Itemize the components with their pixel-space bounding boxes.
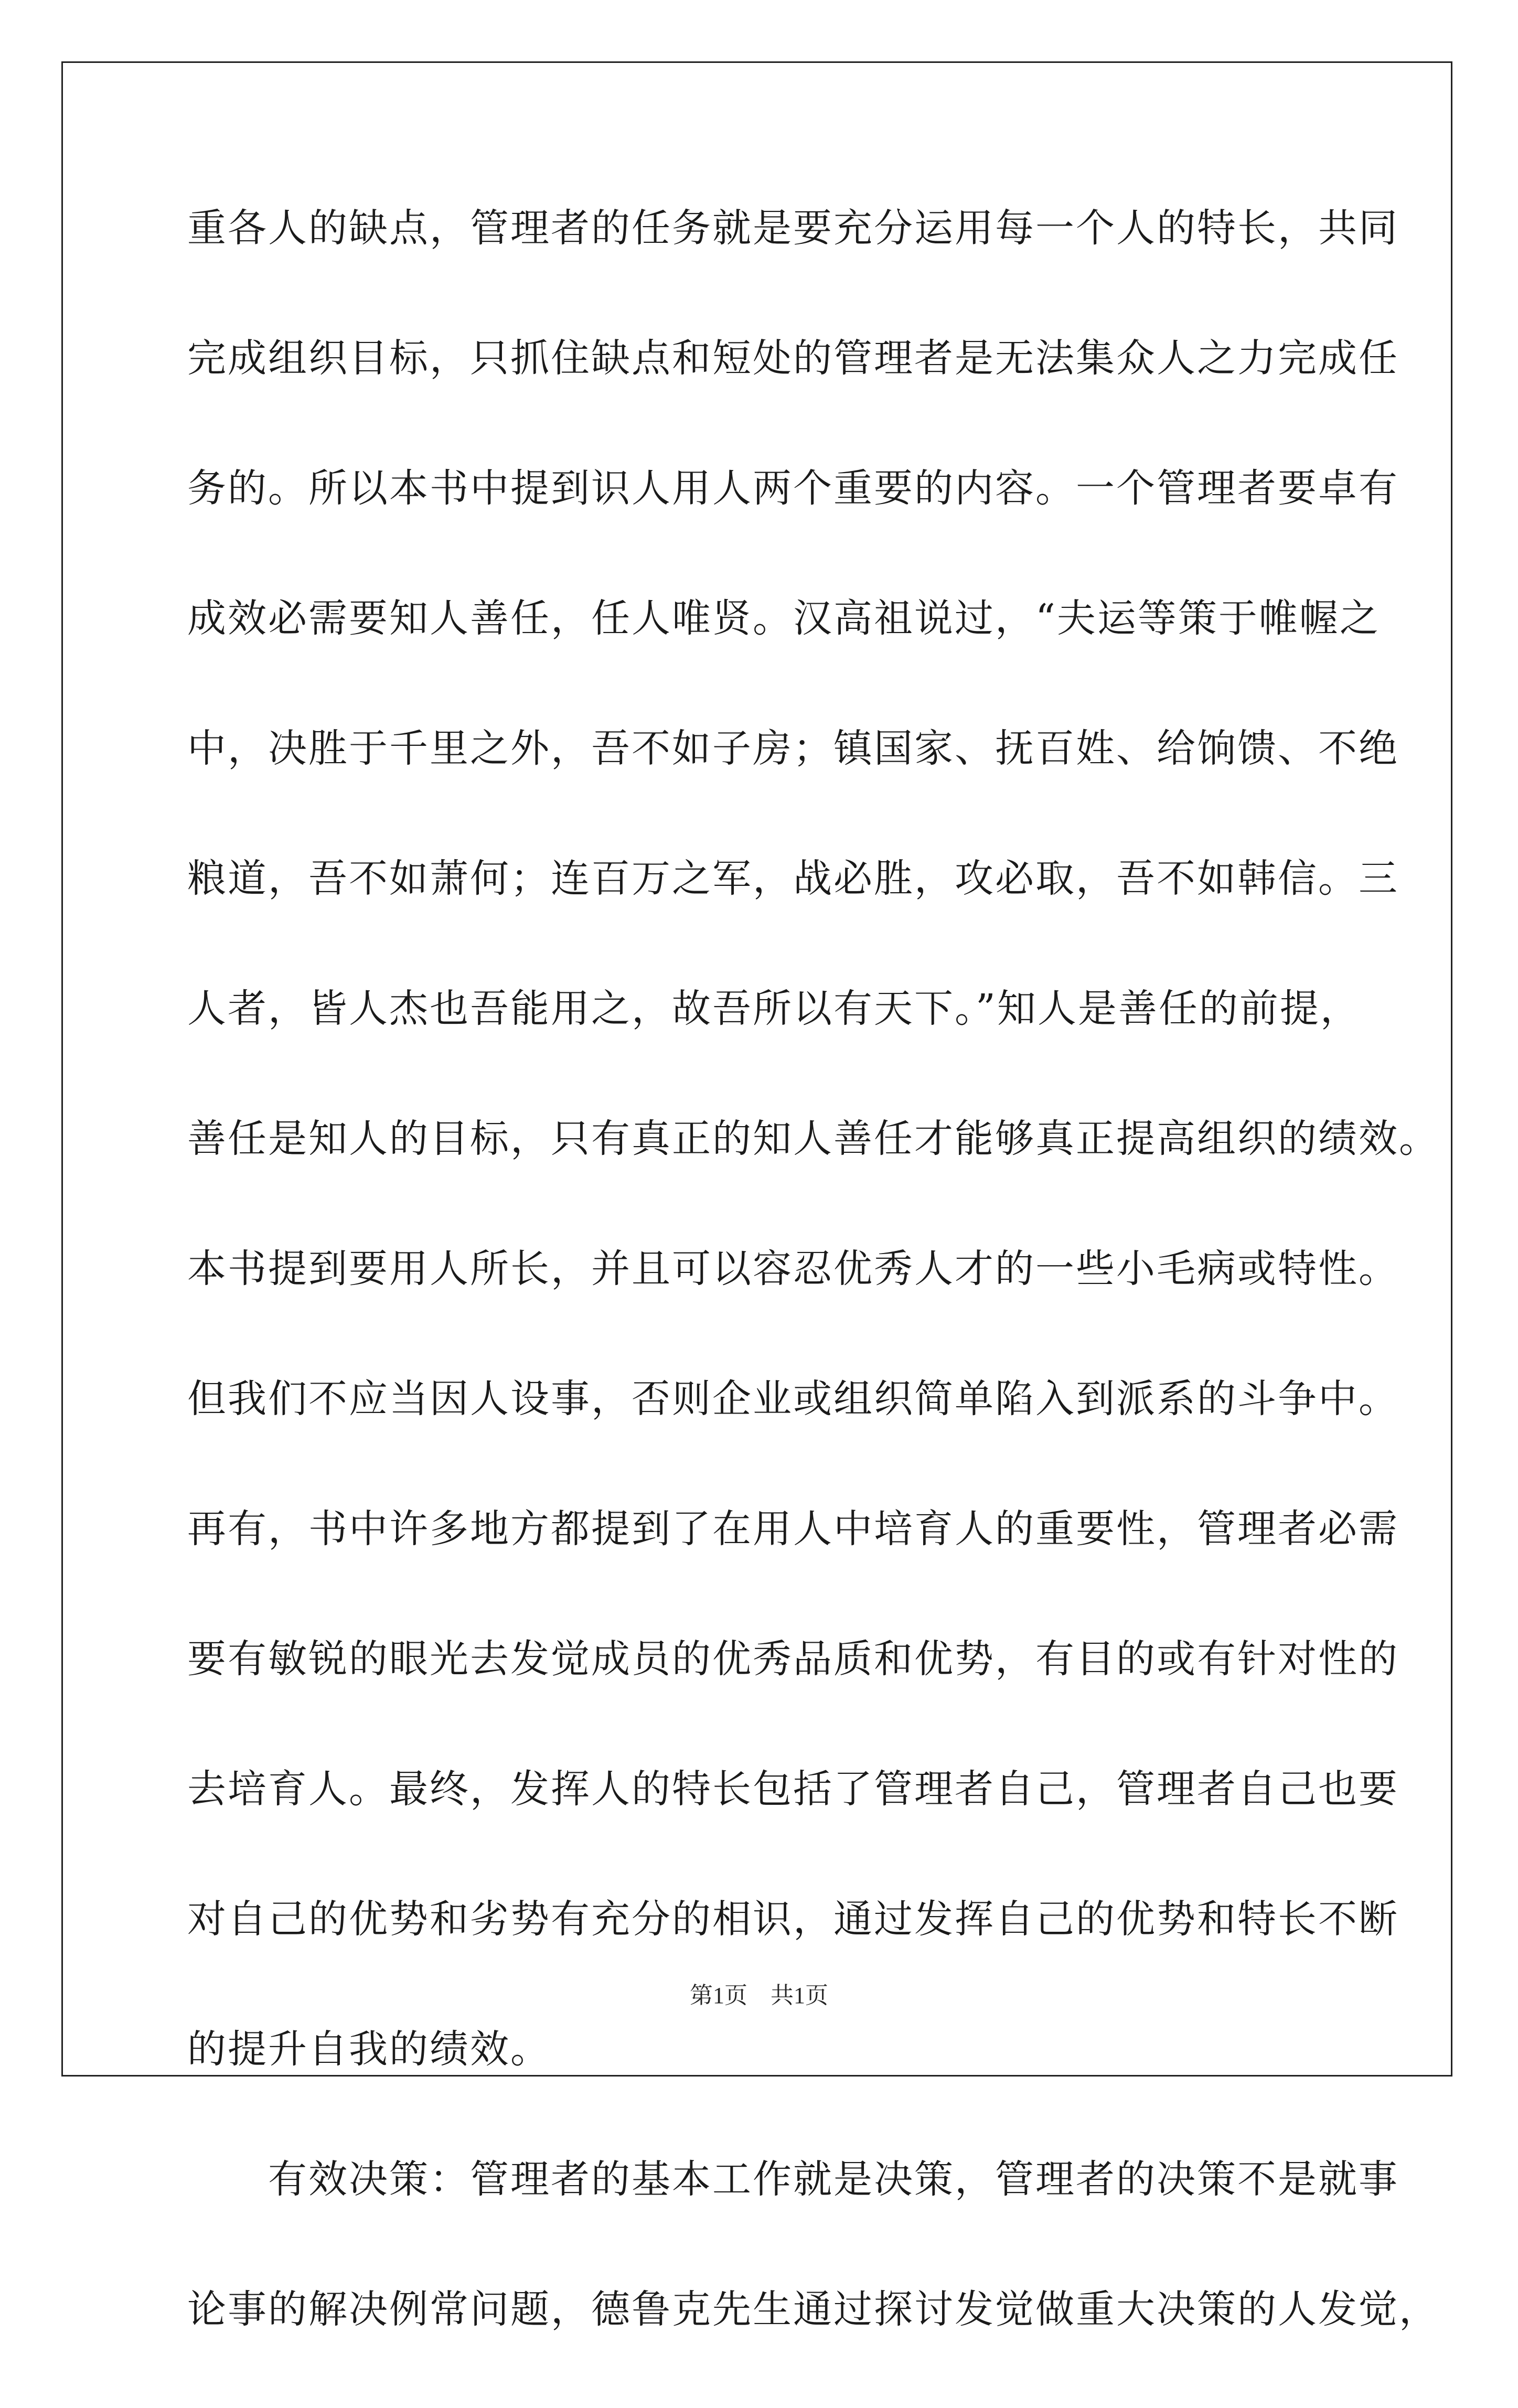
text-line: 要有敏锐的眼光去发觉成员的优秀品质和优势，有目的或有针对性的 [187,1636,1399,1682]
text-line: 对自己的优势和劣势有充分的相识，通过发挥自己的优势和特长不断 [187,1897,1399,1942]
text-line: 人者，皆人杰也吾能用之，故吾所以有天下。”知人是善任的前提， [187,986,1361,1031]
text-line: 务的。所以本书中提到识人用人两个重要的内容。一个管理者要卓有 [187,466,1399,511]
text-line: 善任是知人的目标，只有真正的知人善任才能够真正提高组织的绩效。 [187,1116,1439,1161]
text-line: 完成组织目标，只抓住缺点和短处的管理者是无法集众人之力完成任 [187,336,1399,381]
text-line: 粮道，吾不如萧何；连百万之军，战必胜，攻必取，吾不如韩信。三 [187,856,1399,901]
text-line: 论事的解决例常问题，德鲁克先生通过探讨发觉做重大决策的人发觉， [187,2287,1439,2332]
text-line: 重各人的缺点，管理者的任务就是要充分运用每一个人的特长，共同 [187,206,1399,251]
document-body [187,197,1439,2408]
text-line: 再有，书中许多地方都提到了在用人中培育人的重要性，管理者必需 [187,1506,1399,1551]
text-line: 的提升自我的绩效。 [187,2027,551,2072]
text-line: 中，决胜于千里之外，吾不如子房；镇国家、抚百姓、给饷馈、不绝 [187,726,1399,771]
text-line: 成效必需要知人善任，任人唯贤。汉高祖说过，“夫运等策于帷幄之 [187,596,1380,641]
text-line: 但我们不应当因人设事，否则企业或组织简单陷入到派系的斗争中。 [187,1376,1399,1421]
text-line: 本书提到要用人所长，并且可以容忍优秀人才的一些小毛病或特性。 [187,1246,1399,1291]
text-line: 有效决策：管理者的基本工作就是决策，管理者的决策不是就事 [187,2157,1399,2202]
text-line: 去培育人。最终，发挥人的特长包括了管理者自己，管理者自己也要 [187,1767,1399,1812]
page-footer: 第1页 共1页 [690,1983,828,2008]
